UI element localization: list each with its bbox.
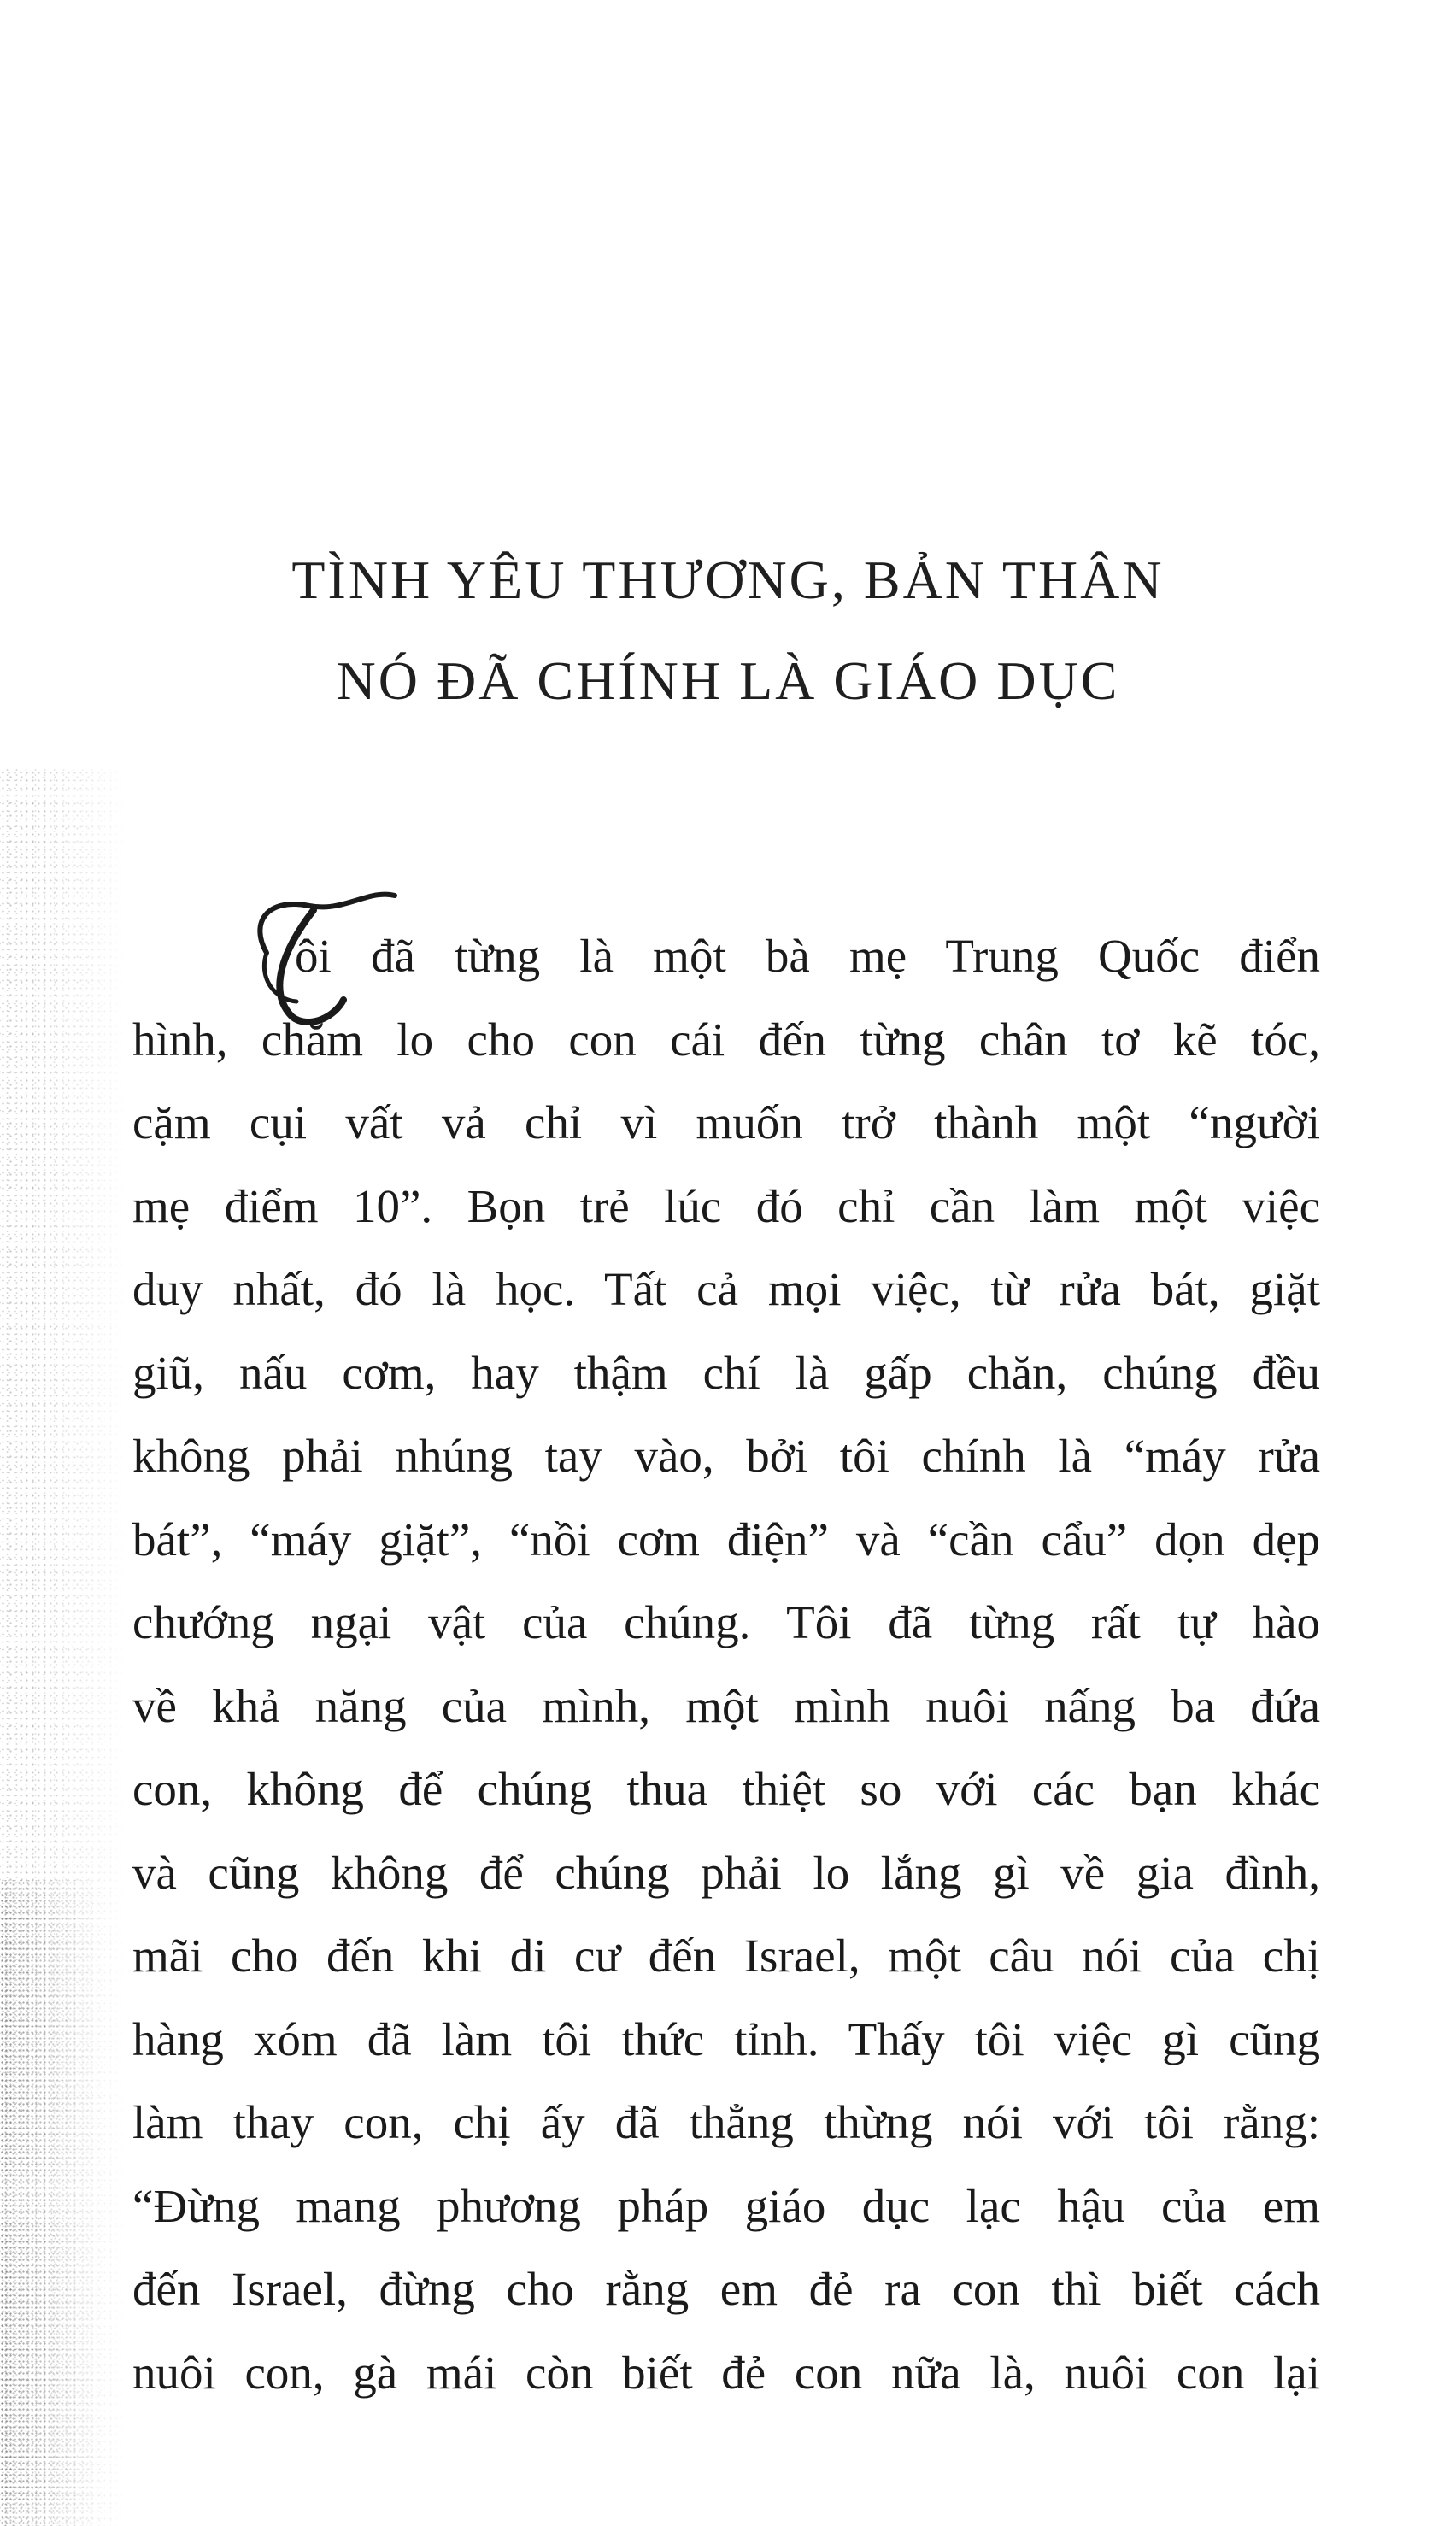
body-line: “Đừng mang phương pháp giáo dục lạc hậu của em: [132, 2179, 1320, 2232]
body-line: về khả năng của mình, một mình nuôi nấng ba đứa: [132, 1679, 1320, 1732]
body-line: đến Israel, đừng cho rằng em đẻ ra con thì biết cách: [132, 2263, 1320, 2315]
chapter-title-line-1: TÌNH YÊU THƯƠNG, BẢN THÂN: [291, 549, 1165, 610]
body-line: cặm cụi vất vả chỉ vì muốn trở thành một “người: [132, 1096, 1320, 1148]
scan-edge-noise-bottom: [0, 1880, 103, 2526]
body-line: hàng xóm đã làm tôi thức tỉnh. Thấy tôi việc gì cũng: [132, 2012, 1320, 2065]
body-line: chướng ngại vật của chúng. Tôi đã từng rất tự hào: [132, 1596, 1320, 1648]
body-line: ôi đã từng là một bà mẹ Trung Quốc điển: [295, 930, 1320, 982]
body-line: hình, chăm lo cho con cái đến từng chân tơ kẽ tóc,: [132, 1013, 1320, 1066]
chapter-title: [0, 530, 1456, 731]
body-line: giũ, nấu cơm, hay thậm chí là gấp chăn, chúng đều: [132, 1346, 1320, 1399]
body-line: mãi cho đến khi di cư đến Israel, một câu nói của chị: [132, 1930, 1320, 1982]
body-line: mẹ điểm 10”. Bọn trẻ lúc đó chỉ cần làm một việc: [132, 1179, 1320, 1232]
body-line: duy nhất, đó là học. Tất cả mọi việc, từ rửa bát, giặt: [132, 1263, 1320, 1315]
chapter-title-line-2: NÓ ĐÃ CHÍNH LÀ GIÁO DỤC: [336, 650, 1120, 711]
body-line: và cũng không để chúng phải lo lắng gì về gia đình,: [132, 1846, 1320, 1899]
body-paragraph: [132, 914, 1320, 2414]
body-line: làm thay con, chị ấy đã thẳng thừng nói với tôi rằng:: [132, 2096, 1320, 2148]
body-line: bát”, “máy giặt”, “nồi cơm điện” và “cần cẩu” dọn dẹp: [132, 1513, 1320, 1566]
body-line: con, không để chúng thua thiệt so với các bạn khác: [132, 1763, 1320, 1815]
body-line: không phải nhúng tay vào, bởi tôi chính là “máy rửa: [132, 1430, 1320, 1482]
body-line: nuôi con, gà mái còn biết đẻ con nữa là, nuôi con lại: [132, 2346, 1320, 2399]
